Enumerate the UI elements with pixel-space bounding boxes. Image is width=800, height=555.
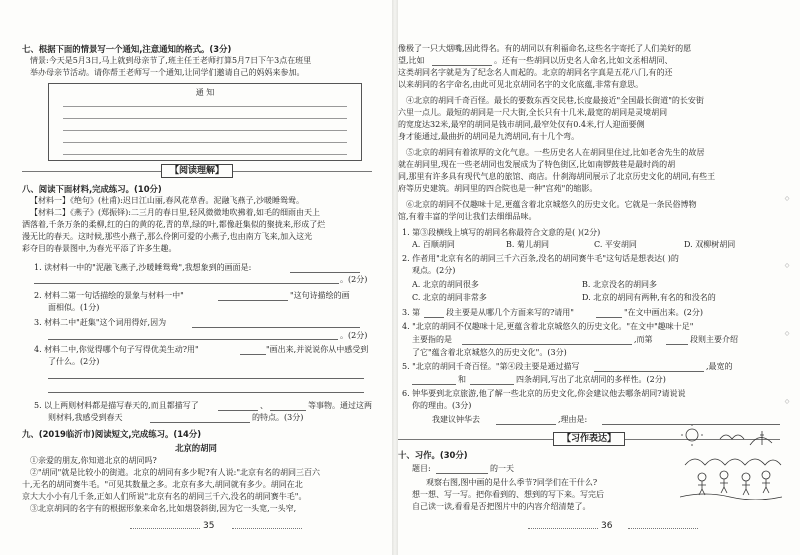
passage-p4-line-2: 六里一点儿。最短的胡同是一尺大街,全长只有十几米,最宽的胡同是灵境胡同 bbox=[398, 108, 668, 117]
passage-p4-line-3: 的宽度达32米,最窄的胡同是钱市胡同,最窄处仅有0.4米,行人迎面要侧 bbox=[398, 120, 645, 129]
answer-blank[interactable] bbox=[48, 339, 338, 340]
writing-section-title: 【习作表达】 bbox=[553, 432, 625, 446]
answer-blank[interactable] bbox=[240, 354, 266, 355]
passage-p5-line-1: ⑤北京的胡同有着浓厚的文化气息。一些历史名人在胡同里住过,比如老舍先生的故居 bbox=[406, 148, 705, 157]
question-1-option-a[interactable]: A. 百顺胡同 bbox=[412, 240, 455, 249]
question-2-option-a[interactable]: A. 北京的胡同很多 bbox=[412, 280, 479, 289]
q8-question-3-score: 。(2分) bbox=[340, 331, 368, 340]
answer-blank[interactable] bbox=[596, 317, 622, 318]
q10-prompt-line-3: 自己读一读,看看是否把图片中的内容介绍清楚了。 bbox=[412, 502, 591, 511]
q8-question-4-b: "画出来,并说说你从中感受到 bbox=[266, 345, 369, 354]
question-1: 1. 第③段横线上填写的胡同名称最符合文意的是( )(2分) bbox=[402, 228, 601, 237]
question-5-d: 四条胡同,写出了北京胡同的多样性。(2分) bbox=[516, 375, 666, 384]
passage-p3-line-5: 以来胡同的名字命名,由此可见北京胡同名字的文化底蕴,非常有意思。 bbox=[398, 80, 644, 89]
passage-p5-line-4: 府等历史建筑。胡同里的四合院也是一种"宫苑"的缩影。 bbox=[398, 184, 598, 193]
bird-icon bbox=[720, 435, 744, 439]
passage-p6-line-1: ⑥北京的胡同不仅趣味十足,更蕴含着北京城悠久的历史文化。它就是一条民俗博物 bbox=[406, 200, 697, 209]
question-4-b: 主要指的是 bbox=[412, 335, 452, 344]
left-page bbox=[0, 0, 392, 555]
q9-heading: 九、(2019临沂市)阅读短文,完成练习。(14分) bbox=[22, 429, 202, 439]
answer-blank[interactable] bbox=[666, 344, 688, 345]
answer-blank[interactable] bbox=[412, 384, 456, 385]
q8-question-2: 2. 材料二第一句话描绘的景象与材料一中" bbox=[34, 291, 184, 300]
question-2-option-c[interactable]: C. 北京的胡同非常多 bbox=[412, 293, 487, 302]
q8-material-2-line-4: 彩夺目的春景图中,为春光平添了许多生趣。 bbox=[22, 244, 177, 253]
q8-question-1: 1. 读材料一中的"泥融飞燕子,沙暖睡鸳鸯",我想象到的画面是: bbox=[34, 263, 252, 272]
answer-blank[interactable] bbox=[218, 410, 258, 411]
passage-p3-line-3b: 。还有一些胡同以历史名人命名,比如文丞相胡同、 bbox=[494, 56, 673, 65]
passage-p3-line-4: 这类胡同名字就是为了纪念名人而起的。北京的胡同名字真是五花八门,有的还 bbox=[398, 68, 673, 77]
page-number-ornament bbox=[232, 528, 302, 529]
passage-p5-line-2: 就在胡同里,现在一些老胡同也发展成为了特色街区,比如南锣鼓巷是最时尚的胡 bbox=[398, 160, 676, 169]
notice-writing-line bbox=[63, 142, 347, 143]
question-1-option-d[interactable]: D. 双柳树胡同 bbox=[684, 240, 736, 249]
q8-material-2-line-1: 【材料二】《燕子》(郑振铎):二三月的春日里,轻风微微地吹拂着,如毛的细雨由天上 bbox=[30, 208, 321, 217]
reading-section-title: 【阅读理解】 bbox=[161, 164, 233, 178]
question-4-e: 了它"蕴含着北京城悠久的历史文化"。(3分) bbox=[412, 348, 567, 357]
answer-blank[interactable] bbox=[496, 424, 556, 425]
q8-question-4: 4. 材料二中,你觉得哪个句子写得优美生动?用" bbox=[34, 345, 199, 354]
passage-title: 北京的胡同 bbox=[175, 443, 217, 453]
passage-p3-line-2: 像极了一只大烟嘴,因此得名。有的胡同以有利福命名,这些名字寄托了人们美好的愿 bbox=[398, 44, 692, 53]
answer-blank[interactable] bbox=[34, 283, 339, 284]
question-2-option-b[interactable]: B. 北京没名的胡同多 bbox=[582, 280, 657, 289]
question-2-option-d[interactable]: D. 北京的胡同有两种,有名的和没名的 bbox=[582, 293, 716, 302]
q8-question-5-b: 、 bbox=[260, 401, 268, 410]
question-1-option-b[interactable]: B. 菊儿胡同 bbox=[506, 240, 549, 249]
q8-material-1: 【材料一】《绝句》(杜甫):迟日江山丽,春风花草香。泥融飞燕子,沙暖睡鸳鸯。 bbox=[30, 196, 305, 205]
notice-writing-line bbox=[63, 118, 347, 119]
passage-paragraph-1: ①亲爱的朋友,你知道北京的胡同吗? bbox=[30, 456, 157, 465]
question-6: 6. 钟华要到北京旅游,他了解一些北京的历史文化,你会建议他去哪条胡同?请说说 bbox=[402, 389, 686, 398]
passage-paragraph-2-line-1: ②"胡同"就是比较小的街道。北京的胡同有多少呢?有人说:"北京有名的胡同三百六 bbox=[30, 468, 321, 477]
question-4: 4. "北京的胡同不仅趣味十足,更蕴含着北京城悠久的历史文化。"在文中"趣味十足" bbox=[402, 322, 694, 331]
answer-blank[interactable] bbox=[48, 378, 364, 379]
margin-tab-mark: ◇ bbox=[784, 262, 790, 269]
answer-blank[interactable] bbox=[192, 327, 360, 328]
q10-prompt-line-1: 观察右图,图中画的是什么季节?同学们在干什么? bbox=[426, 478, 598, 487]
q7-heading: 七、根据下面的情景写一个通知,注意通知的格式。(3分) bbox=[22, 44, 232, 54]
notice-writing-line bbox=[63, 106, 347, 107]
passage-paragraph-3-line-1: ③北京胡同的名字有的根据形象来命名,比如烟袋斜街,因为它一头宽,一头窄, bbox=[30, 504, 297, 513]
answer-blank[interactable] bbox=[48, 392, 364, 393]
answer-blank[interactable] bbox=[270, 410, 306, 411]
margin-tab-mark: ◇ bbox=[784, 195, 790, 202]
margin-tab-mark: ◇ bbox=[784, 398, 790, 405]
q8-heading: 八、阅读下面材料,完成练习。(10分) bbox=[22, 184, 162, 194]
page-number: 36 bbox=[601, 521, 613, 531]
passage-paragraph-2-line-3: 京大大小小有几千条,正如人们所说"北京有名的胡同三千六,没名的胡同赛牛毛"。 bbox=[22, 492, 307, 501]
answer-blank[interactable] bbox=[218, 300, 288, 301]
q8-question-2-b: "这句诗描绘的画 bbox=[290, 291, 350, 300]
q8-material-2-line-3: 漫无比的春天。这时候,那些小燕子,那么伶俐可爱的小燕子,也由南方飞来,加入这光 bbox=[22, 232, 313, 241]
question-6-b: 你的理由。(3分) bbox=[412, 401, 472, 410]
q8-question-5-d: 则材料,我感受到春天 bbox=[48, 413, 123, 422]
passage-p6-line-2: 馆,有着丰富的学问让我们去细细品味。 bbox=[398, 212, 537, 221]
q8-material-2-line-2: 洒落着,千条万条的柔柳,红的白的黄的花,青的草,绿的叶,都像赶集似的聚拢来,形成了烂 bbox=[22, 220, 326, 229]
q7-situation-line-2: 举办母亲节活动。请你帮王老师写一个通知,让同学们邀请自己的妈妈来参加。 bbox=[30, 68, 305, 77]
q10-prompt-line-2: 想一想、写一写。把你看到的、想到的写下来。写完后 bbox=[412, 490, 604, 499]
question-1-option-c[interactable]: C. 平安胡同 bbox=[594, 240, 637, 249]
q8-question-4-c: 了什么。(2分) bbox=[48, 357, 100, 366]
notice-box[interactable] bbox=[48, 83, 362, 161]
passage-p3-line-3: 望,比如 bbox=[398, 56, 425, 65]
q10-topic-suffix: 的一天 bbox=[490, 464, 514, 473]
answer-blank[interactable] bbox=[462, 344, 632, 345]
q8-question-5-e: 的特点。(3分) bbox=[252, 413, 304, 422]
notice-writing-line bbox=[63, 130, 347, 131]
answer-blank[interactable] bbox=[432, 65, 492, 66]
title-blank[interactable] bbox=[436, 473, 488, 474]
q7-situation-line-1: 情景:今天是5月3日,马上就到母亲节了,班主任王老师打算5月7日下午3点在班里 bbox=[30, 56, 312, 65]
question-4-d: 段则主要介绍 bbox=[690, 335, 738, 344]
q8-question-5-c: 等事物。通过这两 bbox=[308, 401, 372, 410]
question-5-c: 和 bbox=[458, 375, 466, 384]
answer-blank[interactable] bbox=[424, 317, 444, 318]
writing-prompt-illustration bbox=[680, 425, 782, 500]
q10-heading: 十、习作。(30分) bbox=[398, 450, 468, 460]
q10-topic-label: 题目: bbox=[412, 464, 431, 473]
question-3: 3. 第 bbox=[402, 308, 421, 317]
question-5-b: ,最宽的 bbox=[706, 362, 733, 371]
passage-paragraph-2-line-2: 十,无名的胡同赛牛毛。"可见其数量之多。北京有多大,胡同就有多少。胡同在北 bbox=[22, 480, 303, 489]
reading-section-banner bbox=[22, 164, 372, 178]
question-2-b: 观点。(2分) bbox=[412, 266, 456, 275]
passage-p4-line-4: 身才能通过,最曲折的胡同是九湾胡同,有十几个弯。 bbox=[398, 132, 580, 141]
question-5: 5. "北京的胡同千奇百怪。"第④段主要是通过描写 bbox=[402, 362, 580, 371]
q8-question-2-c: 面相似。(1分) bbox=[48, 303, 100, 312]
sun-icon bbox=[686, 429, 698, 441]
question-3-c: "在文中画出来。(2分) bbox=[624, 308, 704, 317]
q8-question-5: 5. 以上两则材料都是描写春天的,而且都描写了 bbox=[34, 401, 199, 410]
page-number-ornament bbox=[628, 528, 698, 529]
notice-writing-line bbox=[63, 154, 347, 155]
question-3-b: 段主要是从哪几个方面来写的?请用" bbox=[446, 308, 574, 317]
notice-title: 通 知 bbox=[195, 88, 215, 97]
question-4-c: ,而第 bbox=[634, 335, 653, 344]
q8-question-3: 3. 材料二中"赶集"这个词用得好,因为 bbox=[34, 318, 167, 327]
answer-blank[interactable] bbox=[470, 384, 514, 385]
passage-p4-line-1: ④北京的胡同千奇百怪。最长的要数东西交民巷,长度最接近"全国最长街道"的长安街 bbox=[406, 96, 704, 105]
answer-blank[interactable] bbox=[150, 422, 250, 423]
passage-p5-line-3: 同,那里有许多具有现代气息的旅馆、商店。什刹海胡同展示了北京历史文化的胡同,有些王 bbox=[398, 172, 716, 181]
answer-blank[interactable] bbox=[290, 272, 360, 273]
question-6-c: 我建议钟华去 bbox=[432, 415, 480, 424]
margin-tab-mark: ◇ bbox=[784, 330, 790, 337]
question-6-d: ,理由是: bbox=[558, 415, 588, 424]
page-number-ornament bbox=[528, 528, 598, 529]
answer-blank[interactable] bbox=[594, 371, 704, 372]
page-number: 35 bbox=[203, 521, 215, 531]
page-number-ornament bbox=[130, 528, 200, 529]
question-2: 2. 作者用"北京有名的胡同三千六百条,没名的胡同赛牛毛"这句话是想表达( )的 bbox=[402, 254, 679, 263]
q8-question-1-score: 。(2分) bbox=[340, 275, 368, 284]
